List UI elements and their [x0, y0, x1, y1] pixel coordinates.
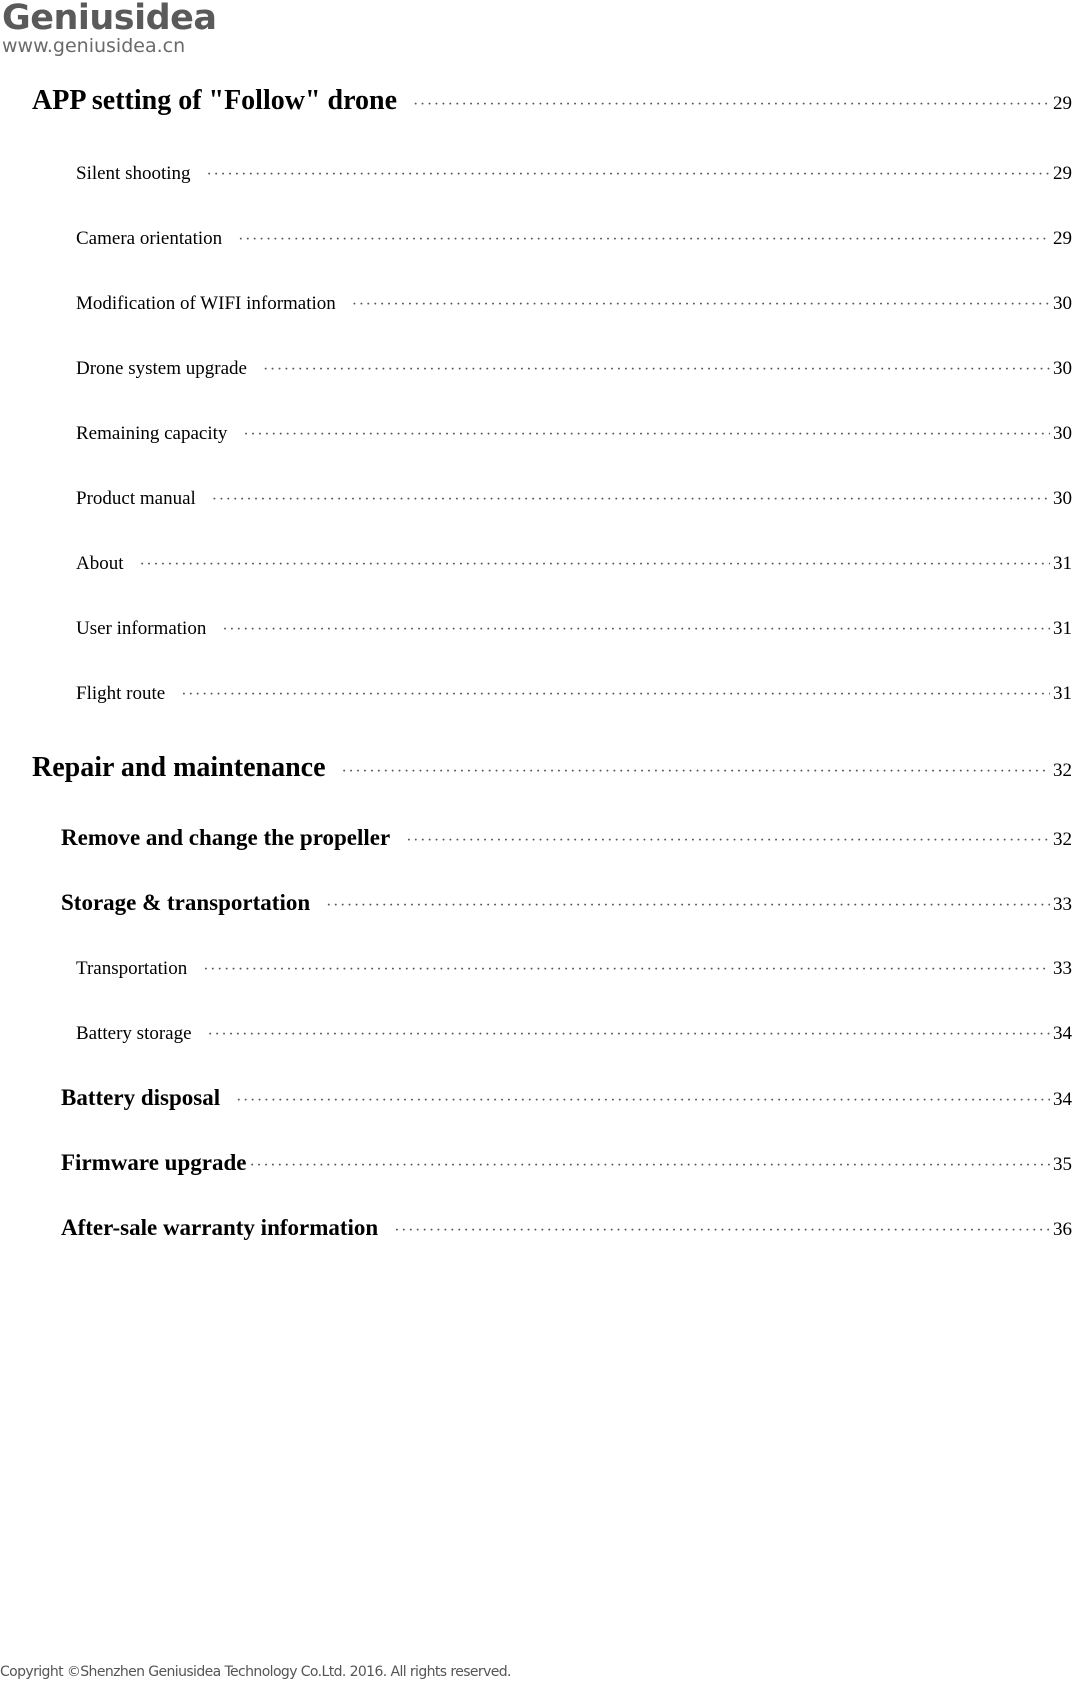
toc-entry-about[interactable]: [0, 553, 1072, 575]
toc-page-number: 34: [1053, 1023, 1072, 1044]
toc-entry-transportation[interactable]: [0, 958, 1072, 980]
toc-leader-dots: [222, 621, 1050, 639]
toc-leader-dots: [208, 1026, 1050, 1044]
toc-entry-propeller[interactable]: [0, 825, 1072, 851]
toc-entry-title: Flight route: [76, 683, 166, 704]
toc-entry-title: Silent shooting: [76, 163, 191, 184]
toc-entry-title: After-sale warranty information: [61, 1215, 379, 1240]
toc-page-number: 31: [1053, 553, 1072, 574]
toc-entry-drone-system-upgrade[interactable]: [0, 358, 1072, 380]
company-logo: [0, 0, 260, 60]
toc-page-number: 29: [1053, 163, 1072, 184]
toc-leader-dots: [243, 426, 1050, 444]
toc-page-number: 29: [1053, 93, 1072, 114]
toc-entry-silent-shooting[interactable]: [0, 163, 1072, 185]
logo-url: www.geniusidea.cn: [2, 35, 186, 57]
toc-entry-remaining-capacity[interactable]: [0, 423, 1072, 445]
toc-leader-dots: [238, 231, 1050, 249]
toc-entry-title: Remaining capacity: [76, 423, 228, 444]
toc-entry-title: Remove and change the propeller: [61, 825, 391, 850]
toc-entry-flight-route[interactable]: [0, 683, 1072, 705]
toc-entry-camera-orientation[interactable]: [0, 228, 1072, 250]
toc-leader-dots: [342, 763, 1051, 781]
toc-entry-wifi-modification[interactable]: [0, 293, 1072, 315]
toc-entry-battery-storage[interactable]: [0, 1023, 1072, 1045]
toc-page-number: 33: [1053, 894, 1072, 915]
toc-entry-title: Transportation: [76, 958, 188, 979]
toc-entry-battery-disposal[interactable]: [0, 1085, 1072, 1111]
toc-entry-title: About: [76, 553, 124, 574]
toc-leader-dots: [140, 556, 1051, 574]
toc-leader-dots: [203, 961, 1050, 979]
toc-page-number: 32: [1053, 760, 1072, 781]
toc-entry-title: Firmware upgrade: [61, 1150, 247, 1175]
toc-entry-title: Modification of WIFI information: [76, 293, 336, 314]
toc-entry-title: Drone system upgrade: [76, 358, 247, 379]
toc-page-number: 35: [1053, 1154, 1072, 1175]
toc-entry-title: User information: [76, 618, 207, 639]
toc-page-number: 34: [1053, 1089, 1072, 1110]
toc-leader-dots: [394, 1222, 1050, 1240]
toc-leader-dots: [263, 361, 1050, 379]
toc-entry-title: Battery storage: [76, 1023, 192, 1044]
toc-leader-dots: [413, 96, 1050, 114]
toc-page-number: 30: [1053, 488, 1072, 509]
toc-entry-after-sale-warranty[interactable]: [0, 1215, 1072, 1241]
toc-entry-title: Repair and maintenance: [32, 752, 326, 783]
toc-entry-title: Battery disposal: [61, 1085, 221, 1110]
toc-entry-app-setting[interactable]: [0, 85, 1072, 117]
toc-page-number: 36: [1053, 1219, 1072, 1240]
toc-entry-storage-transportation[interactable]: [0, 890, 1072, 916]
toc-entry-title: APP setting of "Follow" drone: [32, 85, 397, 116]
toc-entry-title: Storage & transportation: [61, 890, 311, 915]
toc-entry-repair-maintenance[interactable]: [0, 752, 1072, 784]
toc-page-number: 30: [1053, 358, 1072, 379]
logo-wordmark: Geniusidea: [2, 0, 217, 38]
toc-page-number: 33: [1053, 958, 1072, 979]
toc-page-number: 30: [1053, 423, 1072, 444]
toc-leader-dots: [236, 1092, 1050, 1110]
toc-page-number: 29: [1053, 228, 1072, 249]
toc-leader-dots: [181, 686, 1050, 704]
toc-page-number: 32: [1053, 829, 1072, 850]
toc-leader-dots: [207, 166, 1050, 184]
toc-entry-title: Camera orientation: [76, 228, 223, 249]
toc-entry-user-information[interactable]: [0, 618, 1072, 640]
toc-entry-product-manual[interactable]: [0, 488, 1072, 510]
copyright-footer: Copyright ©Shenzhen Geniusidea Technology Co.Ltd. 2016. All rights reserved.: [0, 1664, 511, 1680]
toc-leader-dots: [326, 897, 1050, 915]
toc-page-number: 31: [1053, 683, 1072, 704]
toc-entry-firmware-upgrade[interactable]: [0, 1150, 1072, 1176]
toc-page-number: 30: [1053, 293, 1072, 314]
toc-leader-dots: [406, 832, 1050, 850]
toc-leader-dots: [249, 1157, 1050, 1175]
toc-page-number: 31: [1053, 618, 1072, 639]
toc-entry-title: Product manual: [76, 488, 196, 509]
toc-leader-dots: [352, 296, 1050, 314]
toc-leader-dots: [212, 491, 1050, 509]
